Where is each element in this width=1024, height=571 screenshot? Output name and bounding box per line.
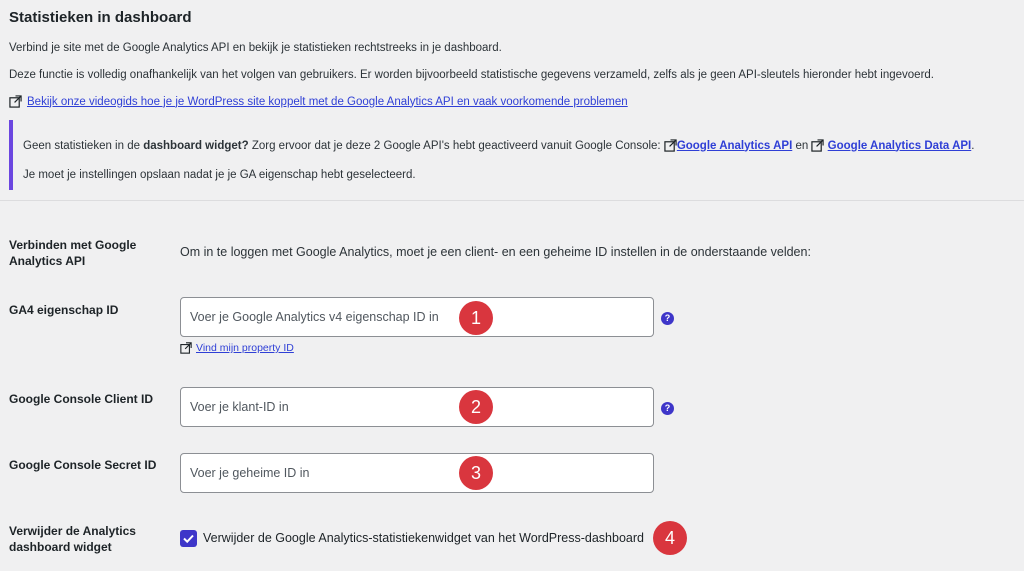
ga4-help-icon[interactable]: ? <box>661 312 674 325</box>
connect-label: Verbinden met Google Analytics API <box>9 238 137 268</box>
section-title: Statistieken in dashboard <box>9 9 192 26</box>
ga4-label: GA4 eigenschap ID <box>9 303 119 317</box>
secret-id-input[interactable] <box>180 453 654 493</box>
checkmark-icon <box>180 530 197 547</box>
google-analytics-api-link[interactable]: Google Analytics API <box>676 139 793 152</box>
video-guide-link[interactable]: Bekijk onze videogids hoe je je WordPress site koppelt met de Google Analytics API en vaak voorkomende problemen <box>27 95 628 108</box>
notice-line-2: Je moet je instellingen opslaan nadat je je GA eigenschap hebt geselecteerd. <box>23 169 416 181</box>
remove-widget-checkbox[interactable] <box>180 530 197 547</box>
remove-widget-checkbox-label[interactable]: Verwijder de Google Analytics-statistiekenwidget van het WordPress-dashboard <box>203 531 644 545</box>
notice-text-1: Geen statistieken in de <box>23 139 140 152</box>
step-badge-4: 4 <box>653 521 687 555</box>
description-connect: Verbind je site met de Google Analytics API en bekijk je statistieken rechtstreeks in je dashboard. <box>9 42 502 54</box>
step-badge-2: 2 <box>459 390 493 424</box>
secret-id-label: Google Console Secret ID <box>9 458 157 472</box>
client-id-label: Google Console Client ID <box>9 392 154 406</box>
google-analytics-data-api-link[interactable]: Google Analytics Data API <box>827 139 972 152</box>
ga4-property-input[interactable] <box>180 297 654 337</box>
notice-text-2: Zorg ervoor dat je deze 2 Google API's hebt geactiveerd vanuit Google Console: <box>251 139 661 152</box>
notice-bold: dashboard widget? <box>143 139 249 152</box>
external-link-icon <box>664 139 677 152</box>
remove-widget-label: Verwijder de Analytics dashboard widget <box>9 524 136 554</box>
client-id-help-icon[interactable]: ? <box>661 402 674 415</box>
notice-line-1 <box>23 139 974 152</box>
external-link-icon <box>180 342 192 354</box>
connect-text: Om in te loggen met Google Analytics, moet je een client- en een geheime ID instellen in de onderstaande velden: <box>180 245 811 259</box>
find-property-row <box>180 342 294 354</box>
external-link-icon <box>9 95 22 108</box>
notice-period: . <box>971 139 975 152</box>
find-property-id-link[interactable]: Vind mijn property ID <box>196 342 294 354</box>
notice-and: en <box>795 139 809 152</box>
video-guide-row <box>9 95 628 108</box>
section-divider <box>0 200 1024 201</box>
external-link-icon <box>811 139 824 152</box>
step-badge-1: 1 <box>459 301 493 335</box>
description-independent: Deze functie is volledig onafhankelijk van het volgen van gebruikers. Er worden bijvoorbeeld statistische gegevens verzameld, zelfs als je geen API-sleutels hieronder hebt ingevoerd. <box>9 69 935 81</box>
step-badge-3: 3 <box>459 456 493 490</box>
client-id-input[interactable] <box>180 387 654 427</box>
api-notice <box>9 120 1023 190</box>
